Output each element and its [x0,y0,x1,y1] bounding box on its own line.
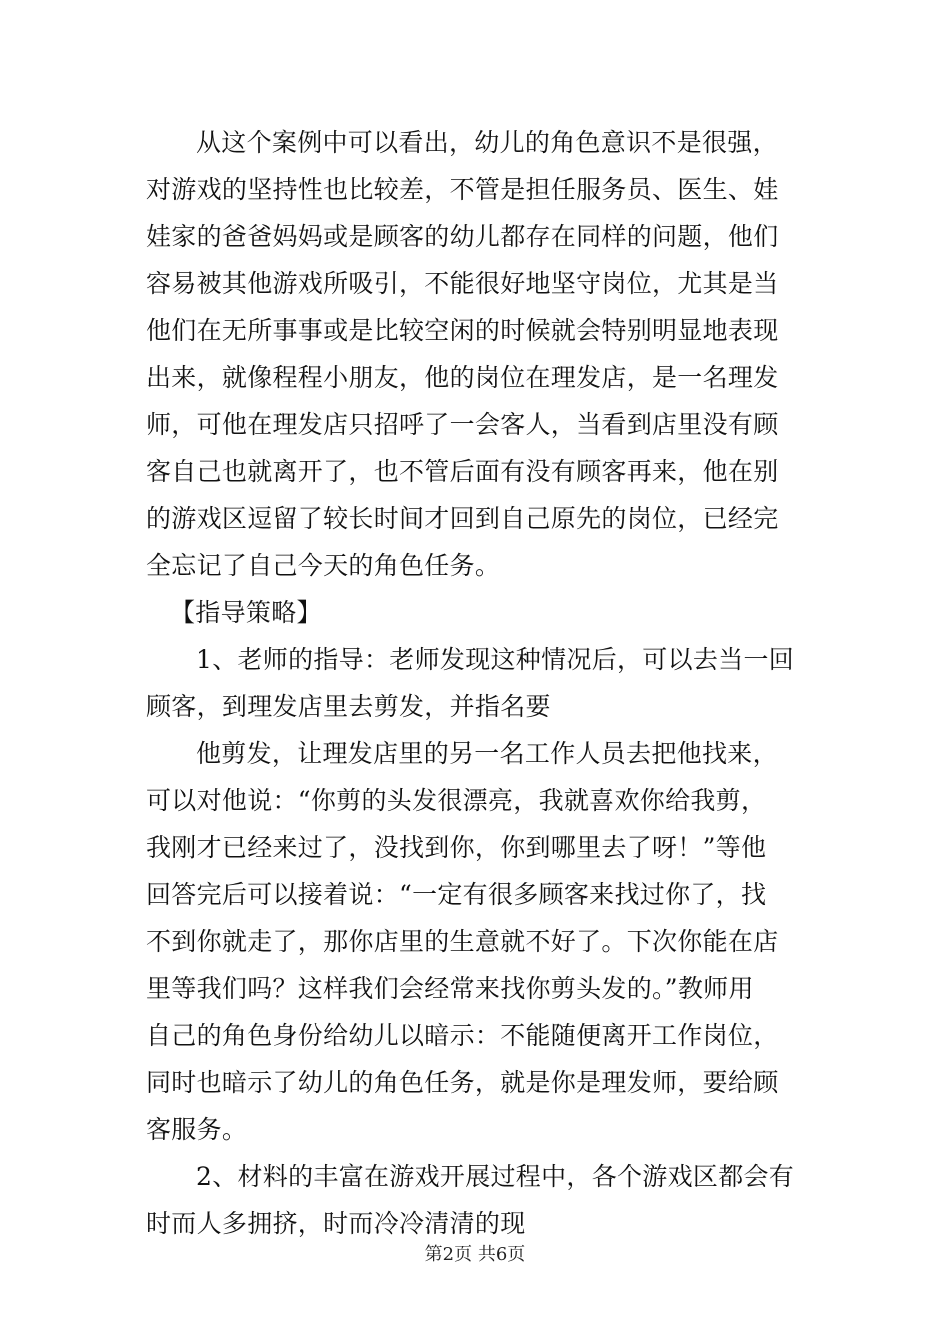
paragraph-line: 客自己也就离开了，也不管后面有没有顾客再来，他在别 [146,457,779,486]
paragraph-line: 出来，就像程程小朋友，他的岗位在理发店，是一名理发 [146,363,779,392]
section-heading: 【指导策略】 [170,598,322,627]
page-number-footer: 第2页 共6页 [424,1244,526,1265]
paragraph-line: 他剪发，让理发店里的另一名工作人员去把他找来， [196,739,778,768]
paragraph-line: 里等我们吗？这样我们会经常来找你剪头发的。”教师用 [146,974,754,1003]
paragraph-line: 顾客，到理发店里去剪发，并指名要 [146,692,551,721]
paragraph-line: 客服务。 [146,1115,248,1144]
paragraph-line: 不到你就走了，那你店里的生意就不好了。下次你能在店 [146,927,779,956]
paragraph-line: 他们在无所事事或是比较空闲的时候就会特别明显地表现 [146,316,779,345]
paragraph-line: 自己的角色身份给幼儿以暗示：不能随便离开工作岗位， [146,1021,779,1050]
paragraph-line: 2、材料的丰富在游戏开展过程中，各个游戏区都会有 [196,1162,795,1191]
paragraph-line: 回答完后可以接着说：“一定有很多顾客来找过你了，找 [146,880,767,909]
paragraph-line: 可以对他说：“你剪的头发很漂亮，我就喜欢你给我剪， [146,786,767,815]
paragraph-line: 对游戏的坚持性也比较差，不管是担任服务员、医生、娃 [146,175,779,204]
paragraph-line: 娃家的爸爸妈妈或是顾客的幼儿都存在同样的问题，他们 [146,222,779,251]
paragraph-line: 从这个案例中可以看出，幼儿的角色意识不是很强， [196,128,778,157]
paragraph-line: 容易被其他游戏所吸引，不能很好地坚守岗位，尤其是当 [146,269,779,298]
paragraph-line: 全忘记了自己今天的角色任务。 [146,551,501,580]
paragraph-line: 同时也暗示了幼儿的角色任务，就是你是理发师，要给顾 [146,1068,779,1097]
paragraph-line: 我刚才已经来过了，没找到你，你到哪里去了呀！”等他 [146,833,767,862]
paragraph-line: 时而人多拥挤，时而冷冷清清的现 [146,1209,526,1238]
paragraph-line: 1、老师的指导：老师发现这种情况后，可以去当一回 [196,645,795,674]
paragraph-line: 师，可他在理发店只招呼了一会客人，当看到店里没有顾 [146,410,779,439]
paragraph-line: 的游戏区逗留了较长时间才回到自己原先的岗位，已经完 [146,504,779,533]
